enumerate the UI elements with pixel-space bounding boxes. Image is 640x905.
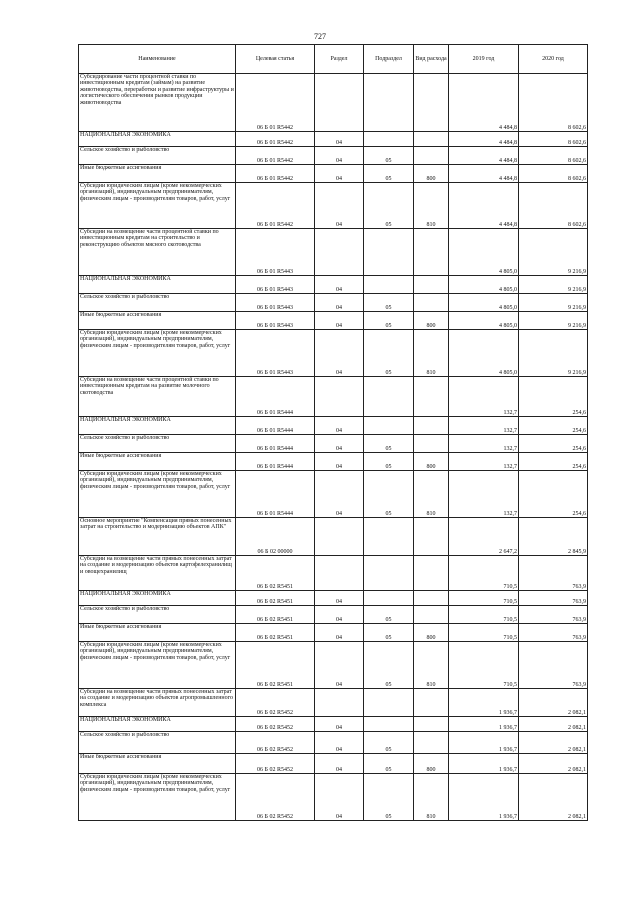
row-subsection <box>364 276 414 294</box>
row-target-article: 06 Б 02 R5451 <box>236 556 315 591</box>
row-name: НАЦИОНАЛЬНАЯ ЭКОНОМИКА <box>79 132 236 147</box>
row-subsection: 05 <box>364 774 414 821</box>
row-expense-type <box>414 717 449 732</box>
row-section: 04 <box>315 276 364 294</box>
row-section <box>315 556 364 591</box>
row-name: Иные бюджетные ассигнования <box>79 624 236 642</box>
table-row <box>79 294 588 312</box>
row-subsection: 05 <box>364 471 414 518</box>
row-target-article: 06 Б 01 R5444 <box>236 417 315 435</box>
row-subsection: 05 <box>364 732 414 754</box>
row-expense-type: 810 <box>414 183 449 229</box>
row-name: Субсидии на возмещение части процентной ставки по инвестиционным кредитам на строительство и реконструкцию объектов мясного скотоводства <box>79 229 236 276</box>
row-section: 04 <box>315 754 364 774</box>
table-row <box>79 624 588 642</box>
row-value-2020: 254,6 <box>519 417 588 435</box>
row-name: Основное мероприятие "Компенсация прямых понесенных затрат на строительство и модернизацию объектов АПК" <box>79 518 236 556</box>
row-value-2019: 1 936,7 <box>449 754 519 774</box>
row-value-2019: 1 936,7 <box>449 732 519 754</box>
row-value-2020: 254,6 <box>519 377 588 417</box>
row-value-2019: 2 647,2 <box>449 518 519 556</box>
row-name: Иные бюджетные ассигнования <box>79 754 236 774</box>
row-subsection: 05 <box>364 624 414 642</box>
row-value-2020: 9 216,9 <box>519 229 588 276</box>
row-value-2019: 710,5 <box>449 591 519 606</box>
row-name: Иные бюджетные ассигнования <box>79 453 236 471</box>
row-target-article: 06 Б 01 R5444 <box>236 377 315 417</box>
budget-table <box>78 44 588 821</box>
row-expense-type <box>414 417 449 435</box>
table-row <box>79 717 588 732</box>
row-name: Субсидии на возмещение части прямых понесенных затрат на создание и модернизацию объектов агропромышленного комплекса <box>79 689 236 717</box>
row-value-2019: 1 936,7 <box>449 717 519 732</box>
row-subsection: 05 <box>364 754 414 774</box>
row-name: НАЦИОНАЛЬНАЯ ЭКОНОМИКА <box>79 591 236 606</box>
row-value-2020: 2 845,9 <box>519 518 588 556</box>
table-row <box>79 435 588 453</box>
row-expense-type: 810 <box>414 471 449 518</box>
row-value-2019: 710,5 <box>449 642 519 689</box>
table-row <box>79 312 588 330</box>
row-name: Субсидии юридическим лицам (кроме некоммерческих организаций), индивидуальным предпринимателям, физическим лицам - производителям товаров, работ, услуг <box>79 330 236 377</box>
row-name: Иные бюджетные ассигнования <box>79 312 236 330</box>
row-section: 04 <box>315 417 364 435</box>
row-name: Субсидии юридическим лицам (кроме некоммерческих организаций), индивидуальным предпринимателям, физическим лицам - производителям товаров, работ, услуг <box>79 642 236 689</box>
row-value-2019: 710,5 <box>449 606 519 624</box>
row-subsection <box>364 556 414 591</box>
row-subsection: 05 <box>364 330 414 377</box>
row-expense-type <box>414 229 449 276</box>
row-target-article: 06 Б 01 R5443 <box>236 312 315 330</box>
table-row <box>79 229 588 276</box>
row-value-2019: 4 805,0 <box>449 276 519 294</box>
row-name: Субсидирование части процентной ставки по инвестиционным кредитам (займам) на развитие животноводства, переработки и развитие инфраструктуры и логистического обеспечения рынков продукции животноводства <box>79 74 236 132</box>
row-target-article: 06 Б 01 R5443 <box>236 294 315 312</box>
row-expense-type: 810 <box>414 774 449 821</box>
row-subsection <box>364 74 414 132</box>
table-row <box>79 330 588 377</box>
row-value-2019: 4 805,0 <box>449 294 519 312</box>
row-name: Сельское хозяйство и рыболовство <box>79 147 236 165</box>
row-value-2019: 4 805,0 <box>449 312 519 330</box>
row-expense-type: 800 <box>414 312 449 330</box>
row-target-article: 06 Б 02 R5452 <box>236 717 315 732</box>
row-value-2019: 710,5 <box>449 624 519 642</box>
row-subsection <box>364 591 414 606</box>
row-value-2019: 132,7 <box>449 435 519 453</box>
row-value-2019: 132,7 <box>449 471 519 518</box>
row-expense-type <box>414 591 449 606</box>
row-name: Субсидии на возмещение части процентной ставки по инвестиционным кредитам на развитие молочного скотоводства <box>79 377 236 417</box>
row-name: Субсидии на возмещение части прямых понесенных затрат на создание и модернизацию объектов картофелехранилищ и овощехранилищ <box>79 556 236 591</box>
row-name: Субсидии юридическим лицам (кроме некоммерческих организаций), индивидуальным предпринимателям, физическим лицам - производителям товаров, работ, услуг <box>79 183 236 229</box>
row-name: НАЦИОНАЛЬНАЯ ЭКОНОМИКА <box>79 417 236 435</box>
row-name: Иные бюджетные ассигнования <box>79 165 236 183</box>
row-expense-type <box>414 518 449 556</box>
row-value-2019: 4 484,8 <box>449 183 519 229</box>
row-section <box>315 74 364 132</box>
row-subsection: 05 <box>364 312 414 330</box>
row-expense-type: 800 <box>414 453 449 471</box>
row-target-article: 06 Б 02 R5451 <box>236 642 315 689</box>
row-value-2020: 2 082,1 <box>519 689 588 717</box>
table-row <box>79 518 588 556</box>
row-subsection: 05 <box>364 435 414 453</box>
row-section <box>315 229 364 276</box>
row-target-article: 06 Б 02 R5451 <box>236 606 315 624</box>
row-value-2019: 710,5 <box>449 556 519 591</box>
row-value-2020: 763,9 <box>519 606 588 624</box>
row-target-article: 06 Б 02 R5452 <box>236 774 315 821</box>
row-value-2020: 8 602,6 <box>519 132 588 147</box>
row-value-2020: 254,6 <box>519 453 588 471</box>
row-expense-type <box>414 689 449 717</box>
table-row <box>79 471 588 518</box>
row-section <box>315 377 364 417</box>
row-subsection: 05 <box>364 294 414 312</box>
row-value-2019: 132,7 <box>449 417 519 435</box>
row-name: Субсидии юридическим лицам (кроме некоммерческих организаций), индивидуальным предпринимателям, физическим лицам - производителям товаров, работ, услуг <box>79 774 236 821</box>
row-section <box>315 518 364 556</box>
table-row <box>79 453 588 471</box>
row-expense-type <box>414 132 449 147</box>
row-value-2020: 763,9 <box>519 591 588 606</box>
row-value-2020: 9 216,9 <box>519 294 588 312</box>
row-value-2019: 1 936,7 <box>449 774 519 821</box>
row-expense-type: 800 <box>414 624 449 642</box>
row-expense-type: 810 <box>414 642 449 689</box>
table-body <box>79 74 588 821</box>
row-value-2020: 8 602,6 <box>519 165 588 183</box>
row-section: 04 <box>315 606 364 624</box>
row-value-2019: 132,7 <box>449 377 519 417</box>
row-subsection: 05 <box>364 147 414 165</box>
row-section: 04 <box>315 624 364 642</box>
row-value-2020: 254,6 <box>519 471 588 518</box>
row-name: Сельское хозяйство и рыболовство <box>79 732 236 754</box>
row-section: 04 <box>315 312 364 330</box>
row-subsection: 05 <box>364 606 414 624</box>
row-expense-type <box>414 435 449 453</box>
row-value-2019: 4 484,8 <box>449 147 519 165</box>
row-section: 04 <box>315 435 364 453</box>
row-value-2019: 4 805,0 <box>449 229 519 276</box>
row-value-2020: 8 602,6 <box>519 183 588 229</box>
row-expense-type: 800 <box>414 165 449 183</box>
table-row <box>79 689 588 717</box>
row-expense-type <box>414 377 449 417</box>
row-section: 04 <box>315 471 364 518</box>
row-value-2019: 132,7 <box>449 453 519 471</box>
row-target-article: 06 Б 02 R5452 <box>236 754 315 774</box>
row-value-2019: 4 484,8 <box>449 165 519 183</box>
row-value-2020: 9 216,9 <box>519 330 588 377</box>
row-section: 04 <box>315 294 364 312</box>
row-value-2019: 4 805,0 <box>449 330 519 377</box>
table-row <box>79 183 588 229</box>
row-subsection <box>364 717 414 732</box>
row-value-2019: 1 936,7 <box>449 689 519 717</box>
row-expense-type <box>414 276 449 294</box>
row-target-article: 06 Б 01 R5444 <box>236 435 315 453</box>
row-value-2020: 8 602,6 <box>519 74 588 132</box>
row-section: 04 <box>315 165 364 183</box>
table-row <box>79 732 588 754</box>
row-name: Субсидии юридическим лицам (кроме некоммерческих организаций), индивидуальным предпринимателям, физическим лицам - производителям товаров, работ, услуг <box>79 471 236 518</box>
row-value-2020: 763,9 <box>519 556 588 591</box>
row-expense-type <box>414 74 449 132</box>
row-subsection <box>364 689 414 717</box>
row-value-2020: 9 216,9 <box>519 276 588 294</box>
row-section: 04 <box>315 591 364 606</box>
row-value-2020: 763,9 <box>519 624 588 642</box>
row-subsection <box>364 518 414 556</box>
row-expense-type <box>414 732 449 754</box>
table-row <box>79 165 588 183</box>
header-subsection: Подраздел <box>364 45 414 74</box>
row-target-article: 06 Б 02 R5452 <box>236 689 315 717</box>
row-target-article: 06 Б 01 R5443 <box>236 276 315 294</box>
row-subsection: 05 <box>364 183 414 229</box>
row-target-article: 06 Б 02 R5452 <box>236 732 315 754</box>
row-section: 04 <box>315 453 364 471</box>
row-value-2020: 254,6 <box>519 435 588 453</box>
table-header <box>79 45 588 74</box>
table-row <box>79 591 588 606</box>
row-name: НАЦИОНАЛЬНАЯ ЭКОНОМИКА <box>79 276 236 294</box>
table-row <box>79 74 588 132</box>
row-target-article: 06 Б 01 R5442 <box>236 74 315 132</box>
row-target-article: 06 Б 01 R5443 <box>236 330 315 377</box>
table-row <box>79 377 588 417</box>
row-section: 04 <box>315 330 364 377</box>
row-expense-type: 800 <box>414 754 449 774</box>
header-section: Раздел <box>315 45 364 74</box>
row-value-2020: 9 216,9 <box>519 312 588 330</box>
row-target-article: 06 Б 02 R5451 <box>236 624 315 642</box>
row-subsection: 05 <box>364 453 414 471</box>
row-value-2020: 2 082,1 <box>519 754 588 774</box>
row-target-article: 06 Б 01 R5442 <box>236 132 315 147</box>
header-2019: 2019 год <box>449 45 519 74</box>
row-name: Сельское хозяйство и рыболовство <box>79 606 236 624</box>
row-target-article: 06 Б 02 R5451 <box>236 591 315 606</box>
row-expense-type <box>414 556 449 591</box>
table-row <box>79 132 588 147</box>
row-subsection <box>364 417 414 435</box>
row-value-2020: 2 082,1 <box>519 717 588 732</box>
row-value-2020: 2 082,1 <box>519 774 588 821</box>
table-row <box>79 754 588 774</box>
row-target-article: 06 Б 01 R5444 <box>236 471 315 518</box>
row-subsection <box>364 377 414 417</box>
row-subsection: 05 <box>364 165 414 183</box>
row-section: 04 <box>315 147 364 165</box>
row-target-article: 06 Б 01 R5444 <box>236 453 315 471</box>
row-subsection <box>364 229 414 276</box>
row-value-2020: 763,9 <box>519 642 588 689</box>
row-name: Сельское хозяйство и рыболовство <box>79 294 236 312</box>
table-row <box>79 606 588 624</box>
row-target-article: 06 Б 01 R5442 <box>236 165 315 183</box>
row-expense-type: 810 <box>414 330 449 377</box>
row-section: 04 <box>315 642 364 689</box>
row-value-2019: 4 484,8 <box>449 132 519 147</box>
table-row <box>79 774 588 821</box>
row-expense-type <box>414 147 449 165</box>
header-2020: 2020 год <box>519 45 588 74</box>
row-name: Сельское хозяйство и рыболовство <box>79 435 236 453</box>
table-row <box>79 642 588 689</box>
row-target-article: 06 Б 01 R5443 <box>236 229 315 276</box>
row-value-2020: 2 082,1 <box>519 732 588 754</box>
row-name: НАЦИОНАЛЬНАЯ ЭКОНОМИКА <box>79 717 236 732</box>
row-section: 04 <box>315 717 364 732</box>
table-row <box>79 147 588 165</box>
row-section: 04 <box>315 132 364 147</box>
row-section: 04 <box>315 183 364 229</box>
row-expense-type <box>414 606 449 624</box>
row-expense-type <box>414 294 449 312</box>
header-name: Наименование <box>79 45 236 74</box>
table-row <box>79 556 588 591</box>
header-article: Целевая статья <box>236 45 315 74</box>
row-section <box>315 689 364 717</box>
table-row <box>79 276 588 294</box>
row-value-2020: 8 602,6 <box>519 147 588 165</box>
row-section: 04 <box>315 774 364 821</box>
row-value-2019: 4 484,8 <box>449 74 519 132</box>
row-target-article: 06 Б 02 00000 <box>236 518 315 556</box>
table-row <box>79 417 588 435</box>
row-subsection <box>364 132 414 147</box>
row-subsection: 05 <box>364 642 414 689</box>
row-section: 04 <box>315 732 364 754</box>
header-expense-type: Вид расхода <box>414 45 449 74</box>
row-target-article: 06 Б 01 R5442 <box>236 183 315 229</box>
header-row <box>79 45 588 74</box>
row-target-article: 06 Б 01 R5442 <box>236 147 315 165</box>
page-number: 727 <box>314 32 326 41</box>
